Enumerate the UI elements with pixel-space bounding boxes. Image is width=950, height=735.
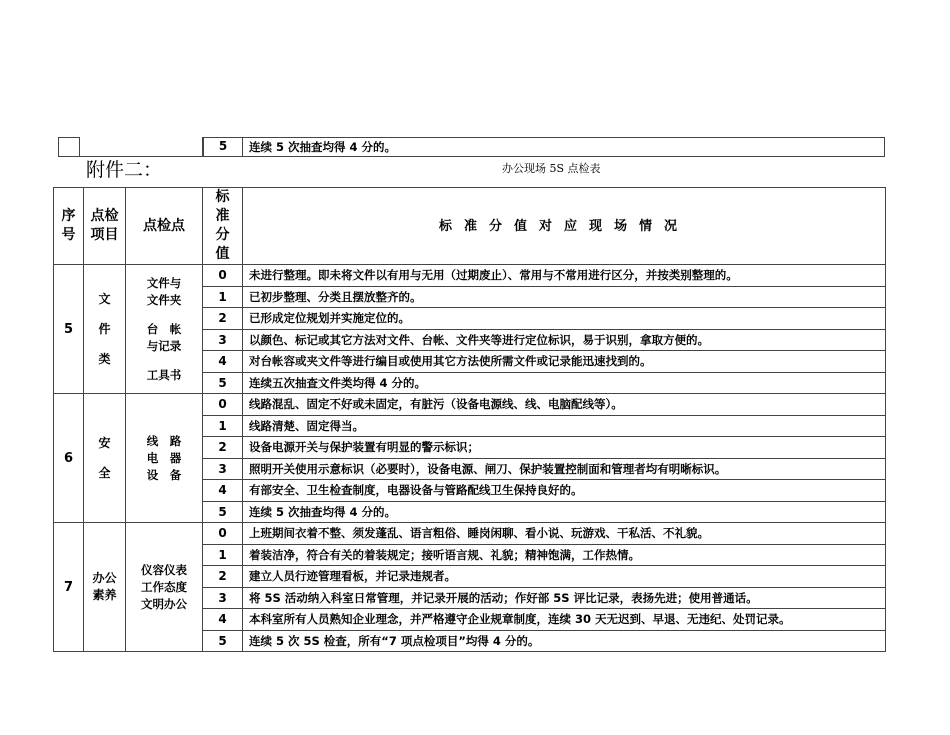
description-cell: 线路清楚、固定得当。 bbox=[243, 415, 886, 437]
description-cell: 已形成定位规划并实施定位的。 bbox=[243, 308, 886, 330]
score-cell: 0 bbox=[203, 394, 243, 416]
description-cell: 连续 5 次 5S 检查，所有“7 项点检项目”均得 4 分的。 bbox=[243, 630, 886, 652]
table-row bbox=[54, 523, 886, 545]
group-item: 安 全 bbox=[84, 394, 126, 523]
score-cell: 1 bbox=[203, 286, 243, 308]
description-cell: 建立人员行迹管理看板，并记录违规者。 bbox=[243, 566, 886, 588]
score-cell: 3 bbox=[203, 329, 243, 351]
score-cell: 2 bbox=[203, 437, 243, 459]
group-seq: 5 bbox=[54, 265, 84, 394]
description-cell: 对台帐容或夹文件等进行编目或使用其它方法使所需文件或记录能迅速找到的。 bbox=[243, 351, 886, 373]
continuation-row bbox=[58, 137, 885, 158]
description-cell: 以颜色、标记或其它方法对文件、台帐、文件夹等进行定位标识，易于识别，拿取方便的。 bbox=[243, 329, 886, 351]
group-seq: 6 bbox=[54, 394, 84, 523]
description-cell: 连续五次抽查文件类均得 4 分的。 bbox=[243, 372, 886, 394]
group-point: 文件与 文件夹 台 帐 与记录 工具书 bbox=[126, 265, 203, 394]
description-cell: 本科室所有人员熟知企业理念，并严格遵守企业规章制度，连续 30 天无迟到、早退、无违纪、处罚记录。 bbox=[243, 609, 886, 631]
group-item: 办公 素养 bbox=[84, 523, 126, 652]
score-cell: 1 bbox=[203, 544, 243, 566]
table-row bbox=[54, 394, 886, 416]
continuation-empty-cell bbox=[79, 137, 203, 157]
description-cell: 线路混乱、固定不好或未固定，有脏污（设备电源线、线、电脑配线等）。 bbox=[243, 394, 886, 416]
score-cell: 3 bbox=[203, 458, 243, 480]
continuation-text: 连续 5 次抽查均得 4 分的。 bbox=[242, 137, 885, 157]
score-cell: 4 bbox=[203, 351, 243, 373]
annex-title: 附件二： bbox=[86, 159, 163, 181]
score-cell: 4 bbox=[203, 609, 243, 631]
score-cell: 2 bbox=[203, 308, 243, 330]
group-point: 线 路 电 器 设 备 bbox=[126, 394, 203, 523]
description-cell: 着装洁净，符合有关的着装规定；接听语言规、礼貌；精神饱满，工作热情。 bbox=[243, 544, 886, 566]
score-cell: 5 bbox=[203, 501, 243, 523]
description-cell: 设备电源开关与保护装置有明显的警示标识； bbox=[243, 437, 886, 459]
table-row bbox=[54, 265, 886, 287]
header-seq: 序 号 bbox=[54, 188, 84, 265]
sheet-title: 办公现场 5S 点检表 bbox=[502, 162, 601, 175]
description-cell: 未进行整理。即未将文件以有用与无用（过期废止）、常用与不常用进行区分，并按类别整理的。 bbox=[243, 265, 886, 287]
description-cell: 有部安全、卫生检查制度，电器设备与管路配线卫生保持良好的。 bbox=[243, 480, 886, 502]
score-cell: 1 bbox=[203, 415, 243, 437]
score-cell: 5 bbox=[203, 372, 243, 394]
score-cell: 5 bbox=[203, 630, 243, 652]
inspection-table bbox=[53, 187, 886, 652]
description-cell: 照明开关使用示意标识（必要时），设备电源、闸刀、保护装置控制面和管理者均有明晰标识。 bbox=[243, 458, 886, 480]
group-point: 仪容仪表 工作态度 文明办公 bbox=[126, 523, 203, 652]
header-point: 点检点 bbox=[126, 188, 203, 265]
score-cell: 2 bbox=[203, 566, 243, 588]
description-cell: 已初步整理、分类且摆放整齐的。 bbox=[243, 286, 886, 308]
group-item: 文 件 类 bbox=[84, 265, 126, 394]
score-cell: 4 bbox=[203, 480, 243, 502]
continuation-empty-cell bbox=[58, 137, 80, 157]
score-cell: 3 bbox=[203, 587, 243, 609]
group-seq: 7 bbox=[54, 523, 84, 652]
header-item: 点检 项目 bbox=[84, 188, 126, 265]
score-cell: 0 bbox=[203, 265, 243, 287]
header-row bbox=[54, 188, 886, 265]
score-cell: 0 bbox=[203, 523, 243, 545]
description-cell: 将 5S 活动纳入科室日常管理，并记录开展的活动；作好部 5S 评比记录，表扬先进；使用普通话。 bbox=[243, 587, 886, 609]
description-cell: 连续 5 次抽查均得 4 分的。 bbox=[243, 501, 886, 523]
description-cell: 上班期间衣着不整、须发蓬乱、语言粗俗、睡岗闲聊、看小说、玩游戏、干私活、不礼貌。 bbox=[243, 523, 886, 545]
continuation-score: 5 bbox=[203, 137, 243, 157]
header-standard: 标准分值对应现场情况 bbox=[243, 188, 886, 265]
header-score: 标 准 分 值 bbox=[203, 188, 243, 265]
